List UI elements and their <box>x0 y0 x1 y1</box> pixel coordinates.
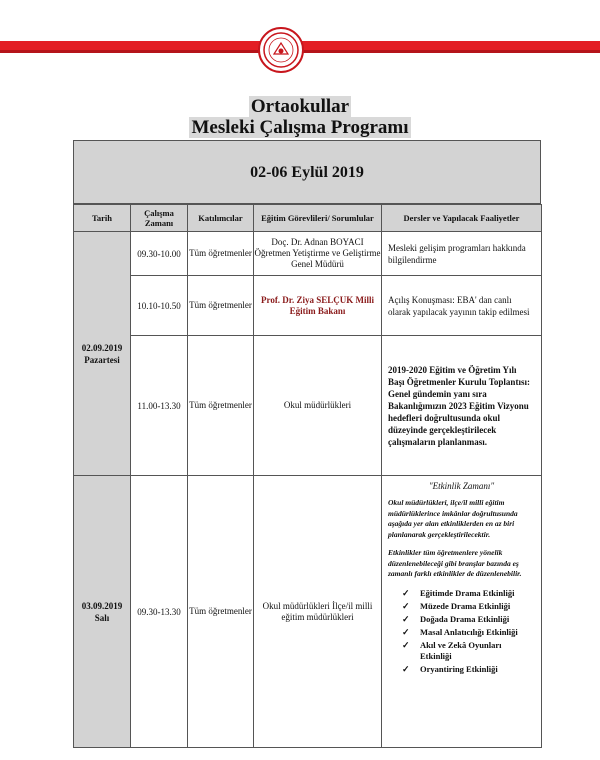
check-icon: ✓ <box>402 663 410 674</box>
list-item: ✓ Doğada Drama Etkinliği <box>402 613 510 624</box>
activity-cell <box>382 476 542 748</box>
participants-cell: Tüm öğretmenler <box>188 476 254 748</box>
check-icon: ✓ <box>402 639 410 650</box>
column-header-activities: Dersler ve Yapılacak Faaliyetler <box>382 205 542 232</box>
column-header-responsible: Eğitim Görevlileri/ Sorumlular <box>254 205 382 232</box>
activity-paragraph: Etkinlikler tüm öğretmenlere yönelik düzenlenebileceği gibi branşlar bazında eş zamanlı farklı etkinlikler de düzenlenebilir. <box>388 548 522 578</box>
time-cell: 09.30-13.30 <box>131 476 188 748</box>
time-cell: 10.10-10.50 <box>131 276 188 336</box>
schedule-table <box>73 204 542 748</box>
participants-cell: Tüm öğretmenler <box>188 232 254 276</box>
participants-cell: Tüm öğretmenler <box>188 276 254 336</box>
table-row <box>74 336 542 476</box>
participants-cell: Tüm öğretmenler <box>188 336 254 476</box>
weekday: Salı <box>94 612 110 623</box>
date-cell <box>74 232 131 476</box>
column-header-participants: Katılımcılar <box>188 205 254 232</box>
activity-heading: "Etkinlik Zamanı" <box>428 481 495 491</box>
activity-cell: 2019-2020 Eğitim ve Öğretim Yılı Başı Öğretmenler Kurulu Toplantısı: Genel gündemin yanı sıra Bakanlığımızın 2023 Eğitim Vizyonu hedefleri doğrultusunda okul düzeyinde gerçekleştirilecek çalışmaların planlanması. <box>382 336 542 476</box>
activity-cell: Açılış Konuşması: EBA' dan canlı olarak yapılacak yayının takip edilmesi <box>382 276 542 336</box>
table-row <box>74 232 542 276</box>
page-title: Ortaokullar <box>250 96 350 117</box>
time-cell: 09.30-10.00 <box>131 232 188 276</box>
check-icon: ✓ <box>402 613 410 624</box>
responsible-cell: Okul müdürlükleri <box>254 336 382 476</box>
date: 02.09.2019 <box>81 342 123 353</box>
ministry-seal-icon <box>258 27 304 73</box>
column-header-date: Tarih <box>74 205 131 232</box>
list-item: ✓ Oryantiring Etkinliği <box>402 663 498 674</box>
list-item: ✓ Müzede Drama Etkinliği <box>402 600 511 611</box>
check-icon: ✓ <box>402 600 410 611</box>
time-cell: 11.00-13.30 <box>131 336 188 476</box>
check-icon: ✓ <box>402 587 410 598</box>
date-cell <box>74 476 131 748</box>
table-row <box>74 276 542 336</box>
column-header-time: Çalışma Zamanı <box>131 205 188 232</box>
weekday: Pazartesi <box>84 354 120 365</box>
table-header-row <box>74 205 542 232</box>
table-row <box>74 476 542 748</box>
page-subtitle: Mesleki Çalışma Programı <box>191 117 409 138</box>
activity-checklist <box>388 588 535 675</box>
week-header <box>73 140 541 204</box>
responsible-cell: Doç. Dr. Adnan BOYACI Öğretmen Yetiştirme ve Geliştirme Genel Müdürü <box>254 232 382 276</box>
date: 03.09.2019 <box>81 600 123 611</box>
responsible-cell: Prof. Dr. Ziya SELÇUK Milli Eğitim Bakanı <box>254 276 382 336</box>
list-item: ✓ Masal Anlatıcılığı Etkinliği <box>402 626 518 637</box>
activity-paragraph: Okul müdürlükleri, ilçe/il milli eğitim müdürlüklerince imkânlar doğrultusunda aşağıda yer alan etkinliklerden en az biri planlanarak gerçekleştirilecektir. <box>388 498 518 539</box>
responsible-cell: Okul müdürlükleri İlçe/il milli eğitim müdürlükleri <box>254 476 382 748</box>
check-icon: ✓ <box>402 626 410 637</box>
activity-cell: Mesleki gelişim programları hakkında bilgilendirme <box>382 232 542 276</box>
list-item: ✓ Akıl ve Zekâ Oyunları Etkinliği <box>402 639 502 661</box>
list-item: ✓ Eğitimde Drama Etkinliği <box>402 587 515 598</box>
week-range: 02-06 Eylül 2019 <box>250 164 364 181</box>
